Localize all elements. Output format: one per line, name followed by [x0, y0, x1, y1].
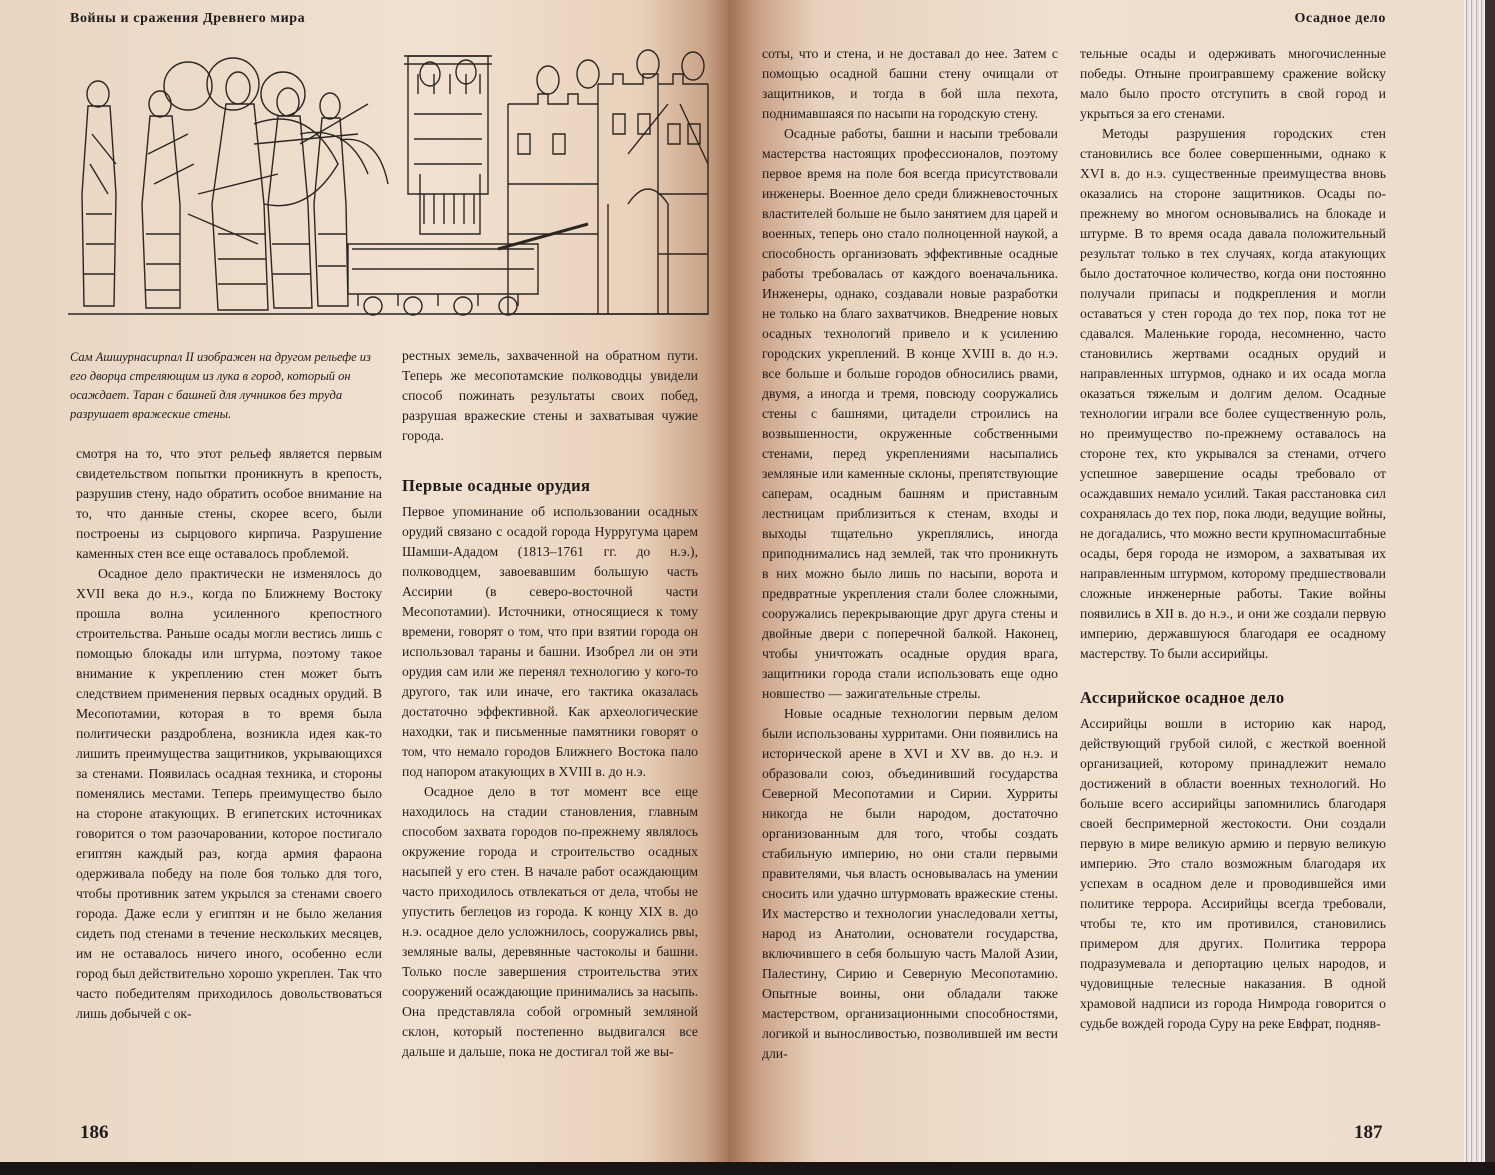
running-head-right: Осадное дело	[1294, 11, 1386, 26]
left-column-2-top	[402, 346, 698, 456]
relief-siege-tower	[348, 56, 588, 315]
paragraph: соты, что и стена, и не доставал до нее. Затем с помощью осадной башни стену очищали от защитников, и тогда в бой шла пехота, поднимавшаяся по насыпи на городскую стену.	[762, 46, 1058, 121]
relief-figure-1	[82, 81, 116, 306]
paragraph: смотря на то, что этот рельеф является первым свидетельством попытки проникнуть в крепость, разрушив стену, надо обратить особое внимание на то, что данные стены, скорее всего, были построены из сырцового кирпича. Разрушение каменных стен все еще оставалось проблемой.	[76, 446, 382, 561]
illustration-caption: Сам Ашшурнасирпал II изображен на другом рельефе из его дворца стреляющим из лука в город, который он осаждает. Таран с башней для лучников без труда разрушает вражеские стены.	[70, 350, 371, 421]
page-number-right: 187	[1354, 1122, 1383, 1143]
section-heading-first-siege-engines: Первые осадные орудия	[402, 476, 591, 495]
paragraph: Первое упоминание об использовании осадных орудий связано с осадой города Нурругума царем Шамши-Ададом (1813–1761 гг. до н.э.), полководцем, завоевавшим большую часть Ассирии (в северо-восточной части Месопотамии). Источники, относящиеся к тому времени, говорят о том, что при взятии города он использовал тараны и башни. Изобрел ли он эти орудия сам или же перенял технологию у кого-то другого, так или иначе, его тактика оказалась достаточно эффективной. Как археологические находки, так и письменные памятники говорят о том, что немало городов Ближнего Востока пало под напором атакующих в XVIII в. до н.э.	[402, 504, 698, 779]
left-page	[0, 0, 728, 1162]
relief-figure-archer-2	[261, 72, 368, 308]
right-column-2	[1080, 44, 1386, 1106]
paragraph: Новые осадные технологии первым делом были использованы хурритами. Они появились на исторической арене в XVI и XV вв. до н.э. и образовали союз, объединивший государства Северной Месопотамии и Сирии. Хурриты никогда не были народом, достаточно организованным для того, чтобы создать стабильную империю, но они стали первыми правителями, чья власть основывалась на умении сносить или удачно штурмовать вражеские стены. Их мастерство и технологии унаследовали хетты, народ из Анатолии, основатели государства, включившего в себя большую часть Малой Азии, Палестину, Сирию и Северную Месопотамию. Опытные воины, они обладали также мастерством, организационными способностями, логикой и выносливостью, позволившей им вести дли-	[762, 706, 1058, 1061]
relief-figure-king-archer	[188, 58, 358, 310]
right-page	[728, 0, 1464, 1162]
page-number-left: 186	[80, 1122, 109, 1143]
right-column-1	[762, 44, 1058, 1106]
section-heading-assyrian-siegecraft: Ассирийское осадное дело	[1080, 688, 1285, 707]
assyrian-relief-illustration	[68, 44, 716, 326]
relief-figure-2	[142, 62, 212, 308]
paragraph: рестных земель, захваченной на обратном пути. Теперь же месопотамские полководцы увидели способ пожинать результаты своих побед, разрушая вражеские стены и захватывая чужие города.	[402, 348, 698, 443]
relief-figure-archer-3	[314, 93, 388, 306]
left-column-2	[402, 476, 698, 1104]
paragraph: Осадное дело практически не изменялось до XVII века до н.э., когда по Ближнему Востоку прошла волна усиленного крепостного строительства. Раньше осады могли вестись лишь с помощью блокады или штурма, поэтому такое внимание к укреплению стен может быть следствием применения первых осадных орудий. В Месопотамии, которая в то время была политически раздроблена, возникла идея как-то лишить преимущества защитников, укрывающихся за стенами. Появилась осадная техника, и стороны поменялись местами. Теперь преимущество было на стороне атакующих. В египетских источниках говорится о том разочаровании, которое постигало египтян каждый раз, когда армия фараона одерживала победу на поле боя только для того, чтобы противник затем укрылся за стенами своего города. Даже если у египтян и не было желания сидеть под стенами в течение нескольких месяцев, им не оставалось ничего иного, особенно если город был действительно хорошо укреплен. Так что часто победителям приходилось довольствоваться лишь добычей с ок-	[76, 566, 382, 1021]
paragraph: Осадное дело в тот момент все еще находилось на стадии становления, главным способом захвата городов по-прежнему являлось окружение города и строительство осадных насыпей у его стен. В начале работ осаждающим часто приходилось отвлекаться от дела, чтобы не упустить беглецов из города. К концу XIX в. до н.э. осадное дело усложнилось, сооружались рвы, земляные валы, деревянные частоколы и башни. Только после завершения строительства этих сооружений осаждающие принимались за насыпь. Она представляла собой огромный земляной склон, который постепенно выдвигался все дальше и дальше, пока не достигал той же вы-	[402, 784, 698, 1059]
paragraph: Методы разрушения городских стен становились все более совершенными, однако к XVI в. до н.э. существенные преимущества вновь оказались на стороне защитников. Осады по-прежнему во многом основывались на блокаде и штурме. В то время осада давала положительный результат только в тех случаях, когда атакующих было достаточное количество, когда они постоянно получали припасы и подкрепления и могли оставаться у стен города до тех пор, пока тот не сдавался. Маленькие города, несомненно, часто становились жертвами осадных орудий и направленных штурмов, однако и их осада могла оказаться тяжелым и долгим делом. Осадные технологии играли все более существенную роль, но преимущество по-прежнему оставалось на стороне тех, кто укрывался за стенами, отчего успешное завершение осады требовало от осаждавших немало усилий. Такая расстановка сил сохранялась до тех пор, пока люди, ведущие войны, не догадались, что можно вести крупномасштабные осады, беря города не измором, а захватывая их направленным штурмом, которому предшествовали сложные инженерные работы. Такие войны появились в XII в. до н.э., и они же создали первую империю, державшуюся благодаря ее осадному мастерству. То были ассирийцы.	[1080, 126, 1386, 661]
book-page-edges	[1464, 0, 1495, 1162]
paragraph: тельные осады и одерживать многочисленные победы. Отныне проигравшему сражение войску мало было просто отступить в свой город и укрыться за его стенами.	[1080, 46, 1386, 121]
paragraph: Ассирийцы вошли в историю как народ, действующий грубой силой, с жесткой военной организацией, которому принадлежит немало достижений в области военных технологий. Но больше всего ассирийцы запомнились благодаря своей беспримерной жестокости. Они создали первую в мире великую армию и первую великую империю. Это стало возможным благодаря их успехам в осадном деле и проводившейся ими политике террора. Ассирийцы всегда требовали, чтобы те, кто им противился, становились примером для других. Политика террора подразумевала и депортацию целых народов, и чудовищные телесные наказания. В одной храмовой надписи из города Нимрода говорится о судьбе вождей города Суру на реке Евфрат, подняв-	[1080, 716, 1386, 1031]
paragraph: Осадные работы, башни и насыпи требовали мастерства настоящих профессионалов, поэтому первое время на поле боя всегда присутствовали инженеры. Военное дело среди ближневосточных властителей больше не было занятием для царей и военных, теперь оно стало полноценной наукой, а способность организовать эффективные осадные работы требовалась от каждого военачальника. Инженеры, однако, создавали новые разработки не только на благо захватчиков. Внедрение новых осадных технологий привело и к усилению городских укреплений. В конце XVIII в. до н.э. все больше и больше городов обносились рвами, двумя, а иногда и тремя, повсюду сооружались стены с башнями, цитадели строились на возвышенности, окруженные собственными стенами, перед укреплениями насыпались земляные или каменные склоны, препятствующие саперам, осадным башням и приставным лестницам приблизиться к стенам, входы и выходы тщательно укреплялись, иногда приподнимались над землей, так что проникнуть в них можно было лишь по насыпи, ворота и предвратные укрепления стали более сложными, сооружались перекрывающие друг друга стены и двойные двери с поперечной балкой. Наконец, чтобы уничтожать осадные орудия врага, защитники города стали использовать еще одно новшество — зажигательные стрелы.	[762, 126, 1058, 701]
left-column-1	[76, 444, 382, 1104]
running-head-left: Войны и сражения Древнего мира	[70, 11, 306, 26]
